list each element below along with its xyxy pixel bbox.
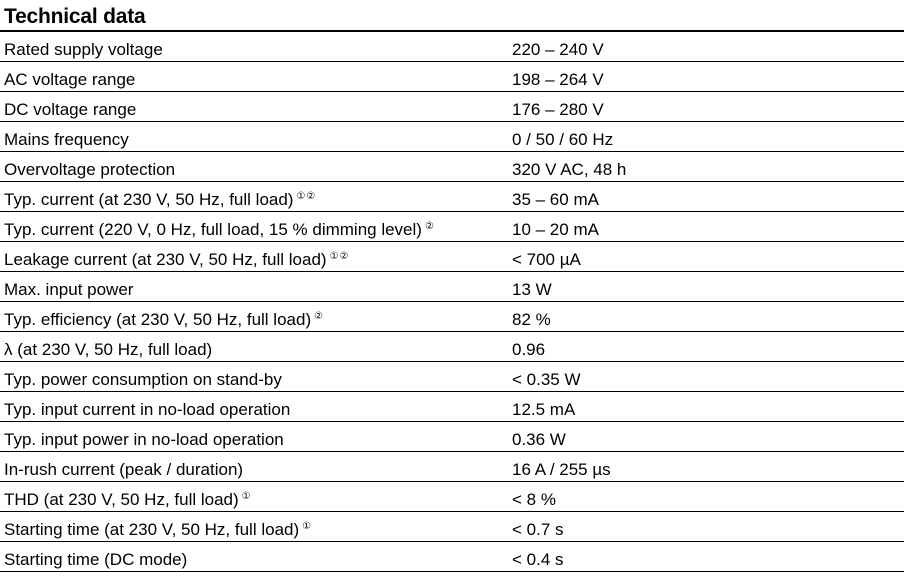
spec-value: 0.36 W: [512, 430, 566, 449]
spec-row: [0, 212, 904, 242]
footnote-marker: ①: [302, 521, 313, 532]
footnote-marker: ①②: [329, 251, 350, 262]
spec-value: < 0.4 s: [512, 550, 564, 569]
spec-label: Typ. power consumption on stand-by: [4, 370, 282, 389]
spec-row: [0, 272, 904, 302]
spec-value: 220 – 240 V: [512, 40, 604, 59]
footnote-marker: ①②: [296, 191, 317, 202]
spec-label: Overvoltage protection: [4, 160, 176, 179]
spec-label: AC voltage range: [4, 70, 136, 89]
spec-row: [0, 122, 904, 152]
spec-row: [0, 332, 904, 362]
spec-row: [0, 152, 904, 182]
spec-row: [0, 542, 904, 572]
spec-row: [0, 512, 904, 542]
spec-row: [0, 92, 904, 122]
spec-label: DC voltage range: [4, 100, 137, 119]
spec-value: 0 / 50 / 60 Hz: [512, 130, 614, 149]
spec-label: Leakage current (at 230 V, 50 Hz, full load) ①②: [4, 250, 350, 269]
spec-row: [0, 182, 904, 212]
spec-label: Typ. input current in no-load operation: [4, 400, 291, 419]
section-title: Technical data: [4, 5, 146, 28]
spec-row: [0, 422, 904, 452]
spec-row: [0, 302, 904, 332]
spec-label: Starting time (at 230 V, 50 Hz, full load) ①: [4, 520, 313, 539]
spec-label: Starting time (DC mode): [4, 550, 188, 569]
spec-label: Typ. current (at 230 V, 50 Hz, full load) ①②: [4, 190, 317, 209]
spec-label: Typ. efficiency (at 230 V, 50 Hz, full load) ②: [4, 310, 325, 329]
spec-row: [0, 392, 904, 422]
footnote-marker: ②: [314, 311, 325, 322]
spec-label: λ (at 230 V, 50 Hz, full load): [4, 340, 213, 359]
spec-label: Typ. input power in no-load operation: [4, 430, 284, 449]
spec-label: THD (at 230 V, 50 Hz, full load) ①: [4, 490, 252, 509]
spec-value: 12.5 mA: [512, 400, 576, 419]
spec-value: < 700 µA: [512, 250, 581, 269]
footnote-marker: ①: [241, 491, 252, 502]
spec-value: 0.96: [512, 340, 546, 359]
spec-value: < 8 %: [512, 490, 556, 509]
spec-row: [0, 452, 904, 482]
spec-row: [0, 362, 904, 392]
footnote-marker: ②: [424, 221, 435, 232]
spec-row: [0, 242, 904, 272]
spec-value: 35 – 60 mA: [512, 190, 599, 209]
spec-value: 10 – 20 mA: [512, 220, 599, 239]
spec-row: [0, 32, 904, 62]
spec-label: Mains frequency: [4, 130, 129, 149]
spec-label: Typ. current (220 V, 0 Hz, full load, 15 % dimming level) ②: [4, 220, 435, 239]
spec-value: < 0.35 W: [512, 370, 581, 389]
spec-value: 198 – 264 V: [512, 70, 604, 89]
spec-row: [0, 482, 904, 512]
spec-value: 320 V AC, 48 h: [512, 160, 627, 179]
spec-value: < 0.7 s: [512, 520, 564, 539]
spec-value: 16 A / 255 µs: [512, 460, 611, 479]
spec-value: 13 W: [512, 280, 552, 299]
spec-value: 176 – 280 V: [512, 100, 604, 119]
spec-value: 82 %: [512, 310, 551, 329]
spec-table: [0, 32, 904, 572]
spec-label: Max. input power: [4, 280, 134, 299]
spec-row: [0, 62, 904, 92]
spec-label: In-rush current (peak / duration): [4, 460, 244, 479]
spec-label: Rated supply voltage: [4, 40, 163, 59]
